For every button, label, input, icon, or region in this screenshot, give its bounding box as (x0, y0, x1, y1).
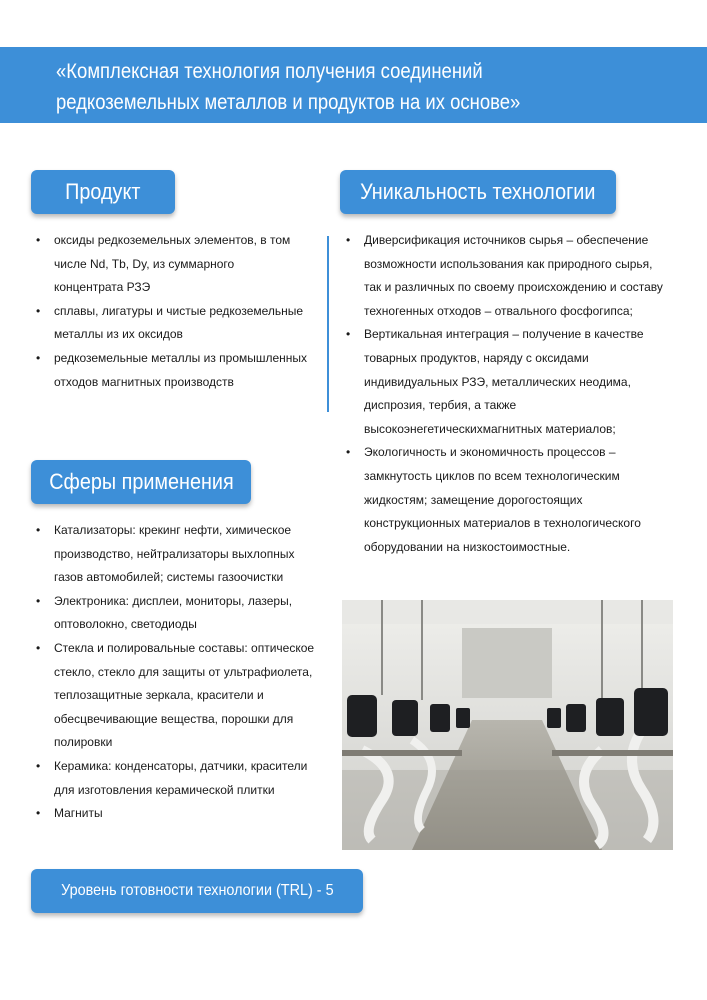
list-item-line: высокоэнегетическихмагнитных материалов; (364, 421, 616, 436)
list-item (32, 347, 322, 394)
list-item-line: газов автомобилей; системы газоочистки (54, 570, 284, 585)
list-item-line: полировки (54, 735, 113, 750)
list-item-line: числе Nd, Tb, Dy, из суммарного (54, 256, 235, 271)
list-item-line: Магниты (54, 806, 103, 821)
page-title (56, 56, 619, 118)
list-item-line: теплозащитные зеркала, красители и (54, 688, 264, 703)
list-item-line: производство, нейтрализаторы выхлопных (54, 546, 295, 561)
applications-heading (31, 460, 251, 504)
page-title-line-2: редкоземельных металлов и продуктов на их основе» (56, 91, 521, 114)
product-heading (31, 170, 175, 214)
list-item-line: металлы из их оксидов (54, 327, 183, 342)
bullet-icon: • (346, 233, 351, 247)
list-item-line: редкоземельные металлы из промышленных (54, 350, 308, 365)
uniqueness-heading-label: Уникальность технологии (360, 179, 596, 204)
list-item (32, 229, 322, 300)
list-item-line: оксиды редкоземельных элементов, в том (54, 233, 291, 247)
bullet-icon: • (36, 523, 41, 537)
list-item-line: Экологичность и экономичность процессов – (364, 445, 616, 460)
bullet-icon: • (36, 350, 41, 365)
list-item-line: товарных продуктов, наряду с оксидами (364, 350, 589, 365)
list-item-line: индивидуальных РЗЭ, металлических неодима, (364, 374, 631, 389)
list-item-line: конструкционных материалов в технологического (364, 516, 641, 531)
list-item-line: обесцвечивающие вещества, порошки для (54, 711, 294, 726)
trl-label: Уровень готовности технологии (TRL) - 5 (60, 882, 334, 899)
applications-list (32, 519, 322, 826)
list-item-line: Стекла и полировальные составы: оптическое (54, 640, 315, 655)
bullet-icon: • (346, 445, 351, 460)
product-list (32, 229, 322, 394)
list-item-line: для изготовления керамической плитки (54, 782, 275, 797)
bullet-icon: • (36, 806, 41, 821)
lab-equipment-photo (342, 600, 673, 850)
list-item (342, 441, 677, 559)
bullet-icon: • (36, 593, 41, 608)
list-item (342, 323, 677, 441)
uniqueness-heading (340, 170, 616, 214)
list-item (32, 637, 322, 755)
list-item (32, 802, 322, 826)
list-item (32, 300, 322, 347)
list-item-line: сплавы, лигатуры и чистые редкоземельные (54, 303, 304, 318)
bullet-icon: • (36, 758, 41, 773)
list-item-line: диспрозия, тербия, а также (364, 398, 517, 413)
list-item-line: Вертикальная интеграция – получение в качестве (364, 327, 644, 342)
list-item (32, 590, 322, 637)
list-item-line: техногенных отходов – отвального фосфогипса; (364, 303, 633, 318)
list-item-line: оборудовании на низкостоимостные. (364, 539, 571, 554)
list-item (32, 755, 322, 802)
bullet-icon: • (36, 303, 41, 318)
list-item-line: концентрата РЗЭ (54, 280, 151, 295)
column-divider (327, 236, 329, 412)
page-title-line-1: «Комплексная технология получения соединений (56, 60, 483, 83)
list-item-line: возможности использования как природного сырья, (364, 256, 653, 271)
list-item-line: так и различных по своему происхождению и составу (364, 280, 663, 295)
list-item-line: Электроника: дисплеи, мониторы, лазеры, (54, 593, 293, 608)
bullet-icon: • (346, 327, 351, 342)
uniqueness-list (342, 229, 677, 559)
list-item-line: Катализаторы: крекинг нефти, химическое (54, 523, 292, 537)
applications-heading-label: Сферы применения (48, 469, 234, 494)
list-item-line: Керамика: конденсаторы, датчики, красители (54, 758, 308, 773)
list-item-line: стекло, стекло для защиты от ультрафиолета, (54, 664, 313, 679)
list-item-line: жидкостям; замещение дорогостоящих (364, 492, 583, 507)
list-item-line: Диверсификация источников сырья – обеспечение (364, 233, 649, 247)
list-item-line: оптоволокно, светодиоды (54, 617, 197, 632)
bullet-icon: • (36, 233, 41, 247)
list-item (32, 519, 322, 590)
bullet-icon: • (36, 640, 41, 655)
list-item (342, 229, 677, 323)
list-item-line: замкнутость циклов по всем технологическим (364, 468, 620, 483)
list-item-line: отходов магнитных производств (54, 374, 234, 389)
product-heading-label: Продукт (65, 179, 141, 204)
trl-badge (31, 869, 363, 913)
